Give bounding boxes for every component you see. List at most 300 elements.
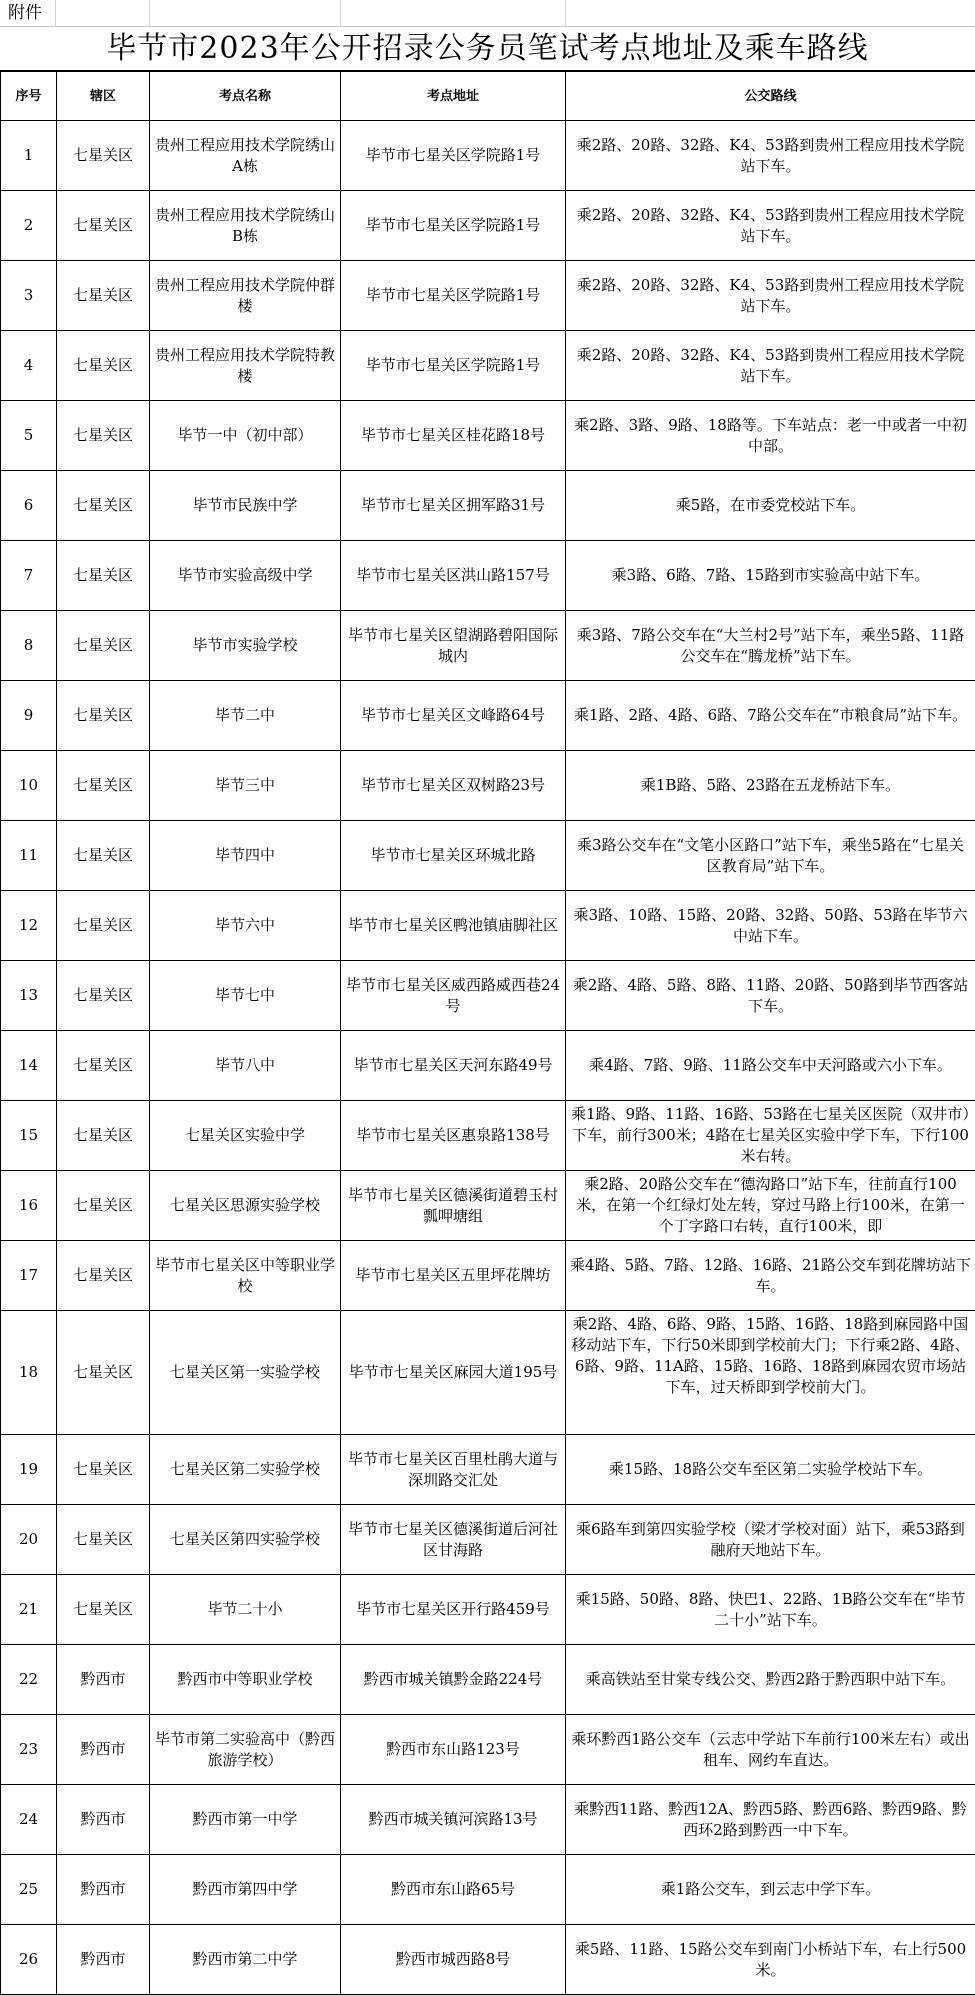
row-venue-name-text: 七星关区思源实验学校: [153, 1195, 337, 1216]
row-number-text: 3: [4, 285, 53, 306]
row-venue-name-text: 黔西市中等职业学校: [153, 1669, 337, 1690]
row-venue-name: [150, 1171, 341, 1241]
row-venue-name-text: 毕节一中（初中部）: [153, 425, 337, 446]
exam-venue-table: [0, 71, 975, 1995]
row-venue-address-text: 毕节市七星关区学院路1号: [344, 285, 562, 306]
row-bus-route: [566, 681, 975, 751]
row-venue-name: [150, 1101, 341, 1171]
row-number-text: 5: [4, 425, 53, 446]
row-bus-route-text: 乘3路、7路公交车在“大兰村2号”站下车，乘坐5路、11路公交车在“腾龙桥”站下车。: [570, 625, 971, 667]
row-district-text: 黔西市: [60, 1739, 146, 1760]
row-number-text: 24: [4, 1809, 53, 1830]
row-number: [1, 331, 57, 401]
row-district-text: 七星关区: [60, 705, 146, 726]
row-bus-route-text: 乘2路、20路公交车在“德沟路口”站下车，往前直行100米，在第一个红绿灯处左转，穿过马路上行100米，在第一个丁字路口右转，直行100米，即: [570, 1171, 971, 1237]
row-district: [57, 611, 150, 681]
table-row: [1, 1171, 975, 1241]
table-row: [1, 681, 975, 751]
row-venue-address-text: 黔西市东山路65号: [344, 1879, 562, 1900]
row-venue-address: [341, 1241, 566, 1311]
row-district: [57, 261, 150, 331]
empty-cell: [566, 0, 975, 26]
page-title: 毕节市2023年公开招录公务员笔试考点地址及乘车路线: [0, 27, 975, 71]
row-bus-route-text: 乘2路、4路、6路、9路、15路、16路、18路到麻园路中国移动站下车，下行50米即到学校前大门；下行乘2路、4路、6路、9路、11A路、15路、16路、18路到麻园农贸市场站下车，过天桥即到学校前大门。: [570, 1311, 971, 1398]
row-venue-address: [341, 961, 566, 1031]
row-bus-route: [566, 1241, 975, 1311]
row-district: [57, 681, 150, 751]
row-bus-route: [566, 821, 975, 891]
row-district: [57, 1925, 150, 1995]
row-venue-address: [341, 1575, 566, 1645]
row-bus-route-text: 乘5路，在市委党校站下车。: [570, 495, 971, 516]
row-number-text: 2: [4, 215, 53, 236]
row-venue-name-text: 七星关区第一实验学校: [153, 1362, 337, 1383]
row-venue-address: [341, 1855, 566, 1925]
table-row: [1, 1645, 975, 1715]
row-number-text: 20: [4, 1529, 53, 1550]
row-bus-route: [566, 471, 975, 541]
row-bus-route-text: 乘2路、20路、32路、K4、53路到贵州工程应用技术学院站下车。: [570, 205, 971, 247]
row-venue-address: [341, 681, 566, 751]
row-bus-route: [566, 891, 975, 961]
row-district: [57, 1171, 150, 1241]
row-number: [1, 821, 57, 891]
row-venue-name: [150, 1505, 341, 1575]
table-row: [1, 611, 975, 681]
row-district: [57, 961, 150, 1031]
row-district: [57, 1785, 150, 1855]
row-bus-route: [566, 1435, 975, 1505]
row-venue-name: [150, 1715, 341, 1785]
row-bus-route: [566, 1575, 975, 1645]
row-bus-route: [566, 1925, 975, 1995]
row-number-text: 26: [4, 1949, 53, 1970]
row-district: [57, 1311, 150, 1435]
column-header-district: 辖区: [57, 72, 150, 121]
row-bus-route: [566, 331, 975, 401]
row-number-text: 1: [4, 145, 53, 166]
row-number-text: 11: [4, 845, 53, 866]
row-venue-address-text: 毕节市七星关区双树路23号: [344, 775, 562, 796]
row-district-text: 七星关区: [60, 845, 146, 866]
row-number: [1, 471, 57, 541]
row-district-text: 七星关区: [60, 1459, 146, 1480]
row-venue-address-text: 黔西市城关镇黔金路224号: [344, 1669, 562, 1690]
row-venue-address-text: 毕节市七星关区惠泉路138号: [344, 1125, 562, 1146]
table-row: [1, 1101, 975, 1171]
row-number: [1, 611, 57, 681]
row-venue-address: [341, 471, 566, 541]
row-bus-route-text: 乘2路、3路、9路、18路等。下车站点：老一中或者一中初中部。: [570, 415, 971, 457]
row-number-text: 9: [4, 705, 53, 726]
row-number: [1, 1171, 57, 1241]
row-number: [1, 1855, 57, 1925]
table-row: [1, 1925, 975, 1995]
row-number: [1, 751, 57, 821]
row-venue-name: [150, 1575, 341, 1645]
row-district-text: 七星关区: [60, 1599, 146, 1620]
table-row: [1, 821, 975, 891]
row-district-text: 七星关区: [60, 495, 146, 516]
row-number-text: 6: [4, 495, 53, 516]
row-venue-name: [150, 1311, 341, 1435]
row-venue-address: [341, 1435, 566, 1505]
row-venue-address: [341, 261, 566, 331]
table-row: [1, 331, 975, 401]
row-venue-address: [341, 751, 566, 821]
row-venue-name-text: 毕节八中: [153, 1055, 337, 1076]
table-row: [1, 751, 975, 821]
row-bus-route-text: 乘1路、2路、4路、6路、7路公交车在“市粮食局”站下车。: [570, 705, 971, 726]
row-bus-route: [566, 401, 975, 471]
row-venue-address: [341, 1171, 566, 1241]
attachment-label: 附件: [0, 0, 56, 26]
row-venue-address-text: 毕节市七星关区桂花路18号: [344, 425, 562, 446]
row-district-text: 七星关区: [60, 285, 146, 306]
row-district: [57, 471, 150, 541]
row-venue-name: [150, 331, 341, 401]
table-row: [1, 1715, 975, 1785]
row-venue-name-text: 毕节市民族中学: [153, 495, 337, 516]
row-venue-address: [341, 1645, 566, 1715]
row-district: [57, 401, 150, 471]
row-venue-address-text: 毕节市七星关区百里杜鹃大道与深圳路交汇处: [344, 1449, 562, 1491]
row-venue-address-text: 毕节市七星关区洪山路157号: [344, 565, 562, 586]
row-number: [1, 1311, 57, 1435]
row-venue-name-text: 毕节四中: [153, 845, 337, 866]
row-venue-name: [150, 611, 341, 681]
row-district-text: 七星关区: [60, 1529, 146, 1550]
row-number-text: 10: [4, 775, 53, 796]
row-venue-name-text: 贵州工程应用技术学院仲群楼: [153, 275, 337, 317]
row-district-text: 七星关区: [60, 1125, 146, 1146]
row-bus-route: [566, 1311, 975, 1435]
empty-cell: [341, 0, 566, 26]
row-district-text: 七星关区: [60, 355, 146, 376]
row-venue-address: [341, 191, 566, 261]
row-venue-address: [341, 541, 566, 611]
row-venue-name-text: 贵州工程应用技术学院绣山A栋: [153, 135, 337, 177]
row-venue-address-text: 黔西市城关镇河滨路13号: [344, 1809, 562, 1830]
row-venue-address: [341, 1101, 566, 1171]
row-venue-name-text: 贵州工程应用技术学院特教楼: [153, 345, 337, 387]
row-district: [57, 1101, 150, 1171]
row-venue-name-text: 七星关区第四实验学校: [153, 1529, 337, 1550]
row-venue-address-text: 毕节市七星关区学院路1号: [344, 355, 562, 376]
row-district-text: 七星关区: [60, 215, 146, 236]
row-number-text: 14: [4, 1055, 53, 1076]
row-bus-route: [566, 1855, 975, 1925]
row-district: [57, 1435, 150, 1505]
row-number: [1, 1101, 57, 1171]
row-venue-name-text: 黔西市第二中学: [153, 1949, 337, 1970]
row-district: [57, 751, 150, 821]
row-number: [1, 1785, 57, 1855]
row-district: [57, 1505, 150, 1575]
row-venue-name-text: 毕节二中: [153, 705, 337, 726]
row-venue-address-text: 毕节市七星关区德溪街道碧玉村瓢呷塘组: [344, 1185, 562, 1227]
table-row: [1, 471, 975, 541]
row-venue-name: [150, 821, 341, 891]
row-number: [1, 1575, 57, 1645]
row-venue-name: [150, 471, 341, 541]
column-header-venue-name: 考点名称: [150, 72, 341, 121]
table-row: [1, 1311, 975, 1435]
row-venue-name: [150, 191, 341, 261]
row-district-text: 黔西市: [60, 1669, 146, 1690]
empty-cell: [56, 0, 150, 26]
row-venue-address-text: 毕节市七星关区五里坪花牌坊: [344, 1265, 562, 1286]
row-district-text: 黔西市: [60, 1809, 146, 1830]
row-number: [1, 1645, 57, 1715]
row-bus-route: [566, 1505, 975, 1575]
row-venue-address-text: 毕节市七星关区拥军路31号: [344, 495, 562, 516]
table-row: [1, 1505, 975, 1575]
row-number-text: 22: [4, 1669, 53, 1690]
row-district: [57, 1575, 150, 1645]
row-number-text: 21: [4, 1599, 53, 1620]
row-district-text: 七星关区: [60, 915, 146, 936]
row-district-text: 七星关区: [60, 775, 146, 796]
row-district-text: 黔西市: [60, 1879, 146, 1900]
row-venue-address-text: 黔西市东山路123号: [344, 1739, 562, 1760]
row-venue-name: [150, 1645, 341, 1715]
row-bus-route-text: 乘2路、20路、32路、K4、53路到贵州工程应用技术学院站下车。: [570, 275, 971, 317]
row-bus-route: [566, 1715, 975, 1785]
row-district: [57, 191, 150, 261]
table-row: [1, 121, 975, 191]
row-venue-address-text: 黔西市城西路8号: [344, 1949, 562, 1970]
column-header-no: 序号: [1, 72, 57, 121]
row-bus-route-text: 乘4路、5路、7路、12路、16路、21路公交车到花牌坊站下车。: [570, 1255, 971, 1297]
table-header-row: [1, 72, 975, 121]
row-district-text: 七星关区: [60, 565, 146, 586]
row-number-text: 13: [4, 985, 53, 1006]
row-bus-route-text: 乘2路、20路、32路、K4、53路到贵州工程应用技术学院站下车。: [570, 345, 971, 387]
row-bus-route: [566, 751, 975, 821]
row-number-text: 7: [4, 565, 53, 586]
row-bus-route-text: 乘1路公交车，到云志中学下车。: [570, 1879, 971, 1900]
row-number-text: 15: [4, 1125, 53, 1146]
row-district: [57, 1241, 150, 1311]
table-row: [1, 1855, 975, 1925]
row-venue-name-text: 毕节市七星关区中等职业学校: [153, 1255, 337, 1297]
row-venue-name-text: 七星关区实验中学: [153, 1125, 337, 1146]
table-row: [1, 541, 975, 611]
row-bus-route: [566, 1171, 975, 1241]
row-venue-name: [150, 891, 341, 961]
row-number: [1, 961, 57, 1031]
row-bus-route-text: 乘环黔西1路公交车（云志中学站下车前行100米左右）或出租车、网约车直达。: [570, 1729, 971, 1771]
row-venue-name: [150, 681, 341, 751]
row-bus-route-text: 乘5路、11路、15路公交车到南门小桥站下车，右上行500米。: [570, 1939, 971, 1981]
row-bus-route-text: 乘黔西11路、黔西12A、黔西5路、黔西6路、黔西9路、黔西环2路到黔西一中下车。: [570, 1799, 971, 1841]
row-venue-address: [341, 331, 566, 401]
row-number: [1, 401, 57, 471]
row-number: [1, 1715, 57, 1785]
row-venue-name-text: 毕节三中: [153, 775, 337, 796]
row-venue-name-text: 毕节市实验高级中学: [153, 565, 337, 586]
row-district-text: 七星关区: [60, 1195, 146, 1216]
row-venue-name-text: 七星关区第二实验学校: [153, 1459, 337, 1480]
row-district: [57, 121, 150, 191]
row-venue-name: [150, 1031, 341, 1101]
row-venue-address-text: 毕节市七星关区学院路1号: [344, 145, 562, 166]
row-venue-address-text: 毕节市七星关区望湖路碧阳国际城内: [344, 625, 562, 667]
row-bus-route-text: 乘15路、50路、8路、快巴1、22路、1B路公交车在“毕节二十小”站下车。: [570, 1589, 971, 1631]
row-number-text: 12: [4, 915, 53, 936]
row-venue-name-text: 贵州工程应用技术学院绣山B栋: [153, 205, 337, 247]
table-row: [1, 401, 975, 471]
row-venue-address: [341, 401, 566, 471]
row-number: [1, 681, 57, 751]
row-venue-name: [150, 1785, 341, 1855]
row-bus-route-text: 乘高铁站至甘棠专线公交、黔西2路于黔西职中站下车。: [570, 1669, 971, 1690]
row-venue-address: [341, 1031, 566, 1101]
row-bus-route: [566, 611, 975, 681]
table-row: [1, 1241, 975, 1311]
row-number-text: 18: [4, 1362, 53, 1383]
row-number-text: 17: [4, 1265, 53, 1286]
row-district: [57, 1855, 150, 1925]
row-venue-name-text: 毕节二十小: [153, 1599, 337, 1620]
row-venue-address: [341, 611, 566, 681]
row-number: [1, 1241, 57, 1311]
row-number-text: 4: [4, 355, 53, 376]
row-number-text: 8: [4, 635, 53, 656]
table-row: [1, 261, 975, 331]
row-venue-address-text: 毕节市七星关区学院路1号: [344, 215, 562, 236]
row-number: [1, 121, 57, 191]
row-bus-route-text: 乘3路、6路、7路、15路到市实验高中站下车。: [570, 565, 971, 586]
row-venue-name: [150, 1925, 341, 1995]
row-number-text: 19: [4, 1459, 53, 1480]
row-district-text: 七星关区: [60, 1265, 146, 1286]
row-bus-route-text: 乘1路、9路、11路、16路、53路在七星关区医院（双井市）下车，前行300米；4路在七星关区实验中学下车，下行100米右转。: [570, 1104, 971, 1167]
row-bus-route: [566, 191, 975, 261]
row-number: [1, 261, 57, 331]
row-bus-route: [566, 1785, 975, 1855]
row-bus-route-text: 乘4路、7路、9路、11路公交车中天河路或六小下车。: [570, 1055, 971, 1076]
row-bus-route: [566, 961, 975, 1031]
row-district: [57, 1645, 150, 1715]
row-bus-route: [566, 541, 975, 611]
row-venue-address-text: 毕节市七星关区天河东路49号: [344, 1055, 562, 1076]
row-bus-route-text: 乘2路、4路、5路、8路、11路、20路、50路到毕节西客站下车。: [570, 975, 971, 1017]
row-venue-name: [150, 1855, 341, 1925]
row-venue-address-text: 毕节市七星关区德溪街道后河社区甘海路: [344, 1519, 562, 1561]
row-venue-name: [150, 1435, 341, 1505]
row-district-text: 七星关区: [60, 425, 146, 446]
row-bus-route: [566, 1101, 975, 1171]
row-district-text: 七星关区: [60, 985, 146, 1006]
row-venue-address: [341, 121, 566, 191]
row-venue-address: [341, 891, 566, 961]
row-venue-address-text: 毕节市七星关区威西路威西巷24号: [344, 975, 562, 1017]
row-bus-route-text: 乘6路车到第四实验学校（梁才学校对面）站下，乘53路到融府天地站下车。: [570, 1519, 971, 1561]
row-venue-name: [150, 751, 341, 821]
row-number: [1, 1925, 57, 1995]
row-venue-name-text: 毕节七中: [153, 985, 337, 1006]
row-number-text: 25: [4, 1879, 53, 1900]
row-district: [57, 1715, 150, 1785]
row-venue-name: [150, 261, 341, 331]
row-district-text: 七星关区: [60, 145, 146, 166]
row-number: [1, 1031, 57, 1101]
column-header-bus-route: 公交路线: [566, 72, 975, 121]
row-venue-name: [150, 1241, 341, 1311]
row-venue-name-text: 毕节六中: [153, 915, 337, 936]
row-number-text: 23: [4, 1739, 53, 1760]
row-bus-route-text: 乘2路、20路、32路、K4、53路到贵州工程应用技术学院站下车。: [570, 135, 971, 177]
row-venue-address: [341, 1785, 566, 1855]
row-venue-name: [150, 541, 341, 611]
row-bus-route-text: 乘1B路、5路、23路在五龙桥站下车。: [570, 775, 971, 796]
row-venue-address: [341, 1925, 566, 1995]
row-district: [57, 331, 150, 401]
table-row: [1, 1435, 975, 1505]
row-bus-route-text: 乘15路、18路公交车至区第二实验学校站下车。: [570, 1459, 971, 1480]
row-district-text: 七星关区: [60, 635, 146, 656]
row-venue-name-text: 黔西市第一中学: [153, 1809, 337, 1830]
row-venue-address-text: 毕节市七星关区环城北路: [344, 845, 562, 866]
attachment-row: [0, 0, 975, 27]
row-venue-address: [341, 1505, 566, 1575]
row-bus-route-text: 乘3路、10路、15路、20路、32路、50路、53路在毕节六中站下车。: [570, 905, 971, 947]
table-row: [1, 1031, 975, 1101]
row-number: [1, 541, 57, 611]
row-venue-address: [341, 1715, 566, 1785]
row-bus-route: [566, 121, 975, 191]
row-venue-address-text: 毕节市七星关区鸭池镇庙脚社区: [344, 915, 562, 936]
row-number: [1, 891, 57, 961]
row-venue-name: [150, 401, 341, 471]
row-bus-route: [566, 1645, 975, 1715]
row-venue-name-text: 毕节市实验学校: [153, 635, 337, 656]
row-venue-address: [341, 821, 566, 891]
row-district-text: 七星关区: [60, 1362, 146, 1383]
row-venue-address-text: 毕节市七星关区文峰路64号: [344, 705, 562, 726]
row-venue-name: [150, 121, 341, 191]
row-venue-name-text: 毕节市第二实验高中（黔西旅游学校）: [153, 1729, 337, 1771]
row-bus-route: [566, 261, 975, 331]
row-district: [57, 821, 150, 891]
table-row: [1, 891, 975, 961]
row-number: [1, 1505, 57, 1575]
row-venue-name-text: 黔西市第四中学: [153, 1879, 337, 1900]
table-row: [1, 1785, 975, 1855]
column-header-venue-address: 考点地址: [341, 72, 566, 121]
row-bus-route-text: 乘3路公交车在“文笔小区路口”站下车，乘坐5路在“七星关区教育局”站下车。: [570, 835, 971, 877]
row-number-text: 16: [4, 1195, 53, 1216]
row-bus-route: [566, 1031, 975, 1101]
row-number: [1, 191, 57, 261]
row-venue-address-text: 毕节市七星关区麻园大道195号: [344, 1362, 562, 1383]
row-venue-name: [150, 961, 341, 1031]
row-district-text: 七星关区: [60, 1055, 146, 1076]
empty-cell: [150, 0, 341, 26]
table-row: [1, 191, 975, 261]
row-number: [1, 1435, 57, 1505]
table-row: [1, 961, 975, 1031]
row-district-text: 黔西市: [60, 1949, 146, 1970]
row-venue-address-text: 毕节市七星关区开行路459号: [344, 1599, 562, 1620]
row-district: [57, 1031, 150, 1101]
row-venue-address: [341, 1311, 566, 1435]
row-district: [57, 891, 150, 961]
row-district: [57, 541, 150, 611]
table-row: [1, 1575, 975, 1645]
